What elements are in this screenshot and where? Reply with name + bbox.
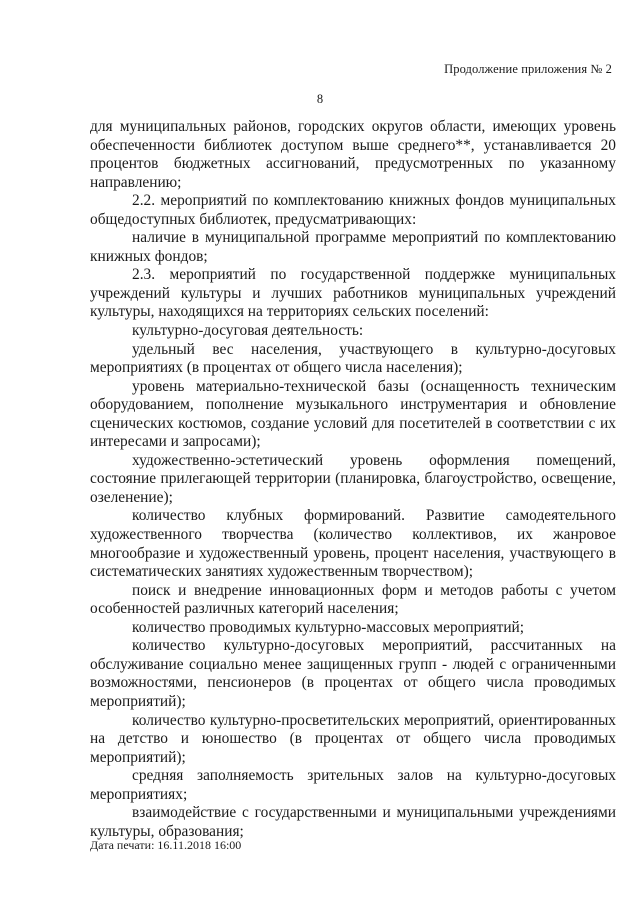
- paragraph: количество культурно-просветительских мероприятий, ориентированных на детство и юношество (в процентах от общего числа проводимых мероприятий);: [90, 711, 616, 766]
- paragraph: для муниципальных районов, городских округов области, имеющих уровень обеспеченности библиотек доступом выше среднего**, устанавливается 20 процентов бюджетных ассигнований, предусмотренных по указанному направлению;: [90, 118, 616, 191]
- paragraph: поиск и внедрение инновационных форм и методов работы с учетом особенностей различных категорий населения;: [90, 581, 616, 618]
- paragraph: художественно-эстетический уровень оформления помещений, состояние прилегающей территории (планировка, благоустройство, освещение, озеленение);: [90, 451, 616, 506]
- print-date: Дата печати: 16.11.2018 16:00: [90, 838, 242, 852]
- paragraph: 2.2. мероприятий по комплектованию книжных фондов муниципальных общедоступных библиотек, предусматривающих:: [90, 192, 616, 228]
- paragraph: количество культурно-досуговых мероприятий, рассчитанных на обслуживание социально менее защищенных групп - людей с ограниченными возможностями, пенсионеров (в процентах от общего числа проводимых мероприятий);: [90, 637, 616, 710]
- paragraph: уровень материально-технической базы (оснащенность техническим оборудованием, пополнение музыкального инструментария и обновление сценических костюмов, создание условий для посетителей в соответствии с их интересами и запросами);: [90, 377, 616, 451]
- paragraph: культурно-досуговая деятельность:: [132, 322, 364, 340]
- paragraph: взаимодействие с государственными и муниципальными учреждениями культуры, образования;: [90, 804, 616, 840]
- paragraph: удельный вес населения, участвующего в культурно-досуговых мероприятиях (в процентах от общего числа населения);: [90, 340, 616, 377]
- paragraph: наличие в муниципальной программе мероприятий по комплектованию книжных фондов;: [90, 229, 616, 265]
- paragraph: 2.3. мероприятий по государственной поддержке муниципальных учреждений культуры и лучших работников муниципальных учреждений культуры, находящихся на территориях сельских поселений:: [90, 266, 616, 321]
- paragraph: количество проводимых культурно-массовых мероприятий;: [132, 618, 525, 636]
- document-body: [90, 118, 616, 841]
- paragraph: количество клубных формирований. Развитие самодеятельного художественного творчества (количество коллективов, их жанровое многообразие и художественный уровень, процент населения, участвующего в систематических занятиях художественным творчеством);: [90, 507, 616, 581]
- appendix-continuation-note: Продолжение приложения № 2: [444, 62, 612, 76]
- page-number: 8: [316, 92, 324, 106]
- paragraph: средняя заполняемость зрительных залов на культурно-досуговых мероприятиях;: [90, 767, 616, 803]
